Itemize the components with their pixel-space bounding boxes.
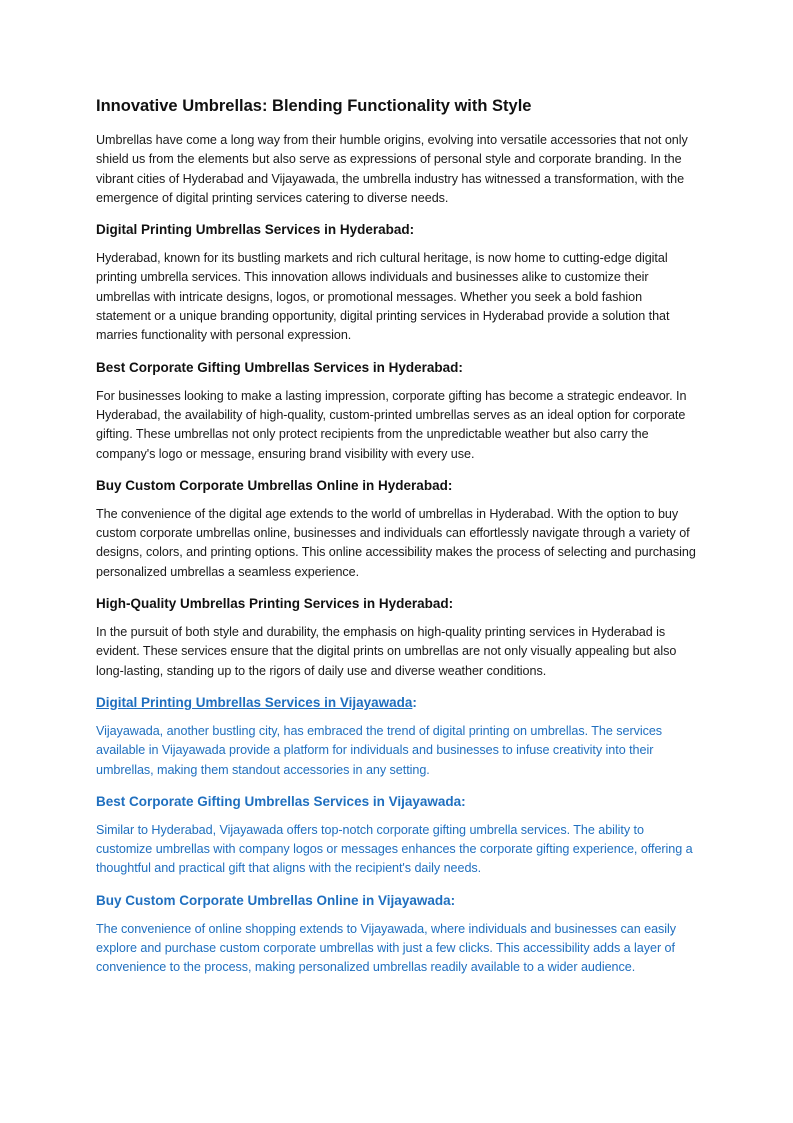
section-body-high-quality-hyderabad: In the pursuit of both style and durability, the emphasis on high-quality printing services in Hyderabad is evident. These services ensure that the digital prints on umbrellas are not only visually appealing but also long-lasting, standing up to the rigors of daily use and diverse weather conditions. — [96, 625, 677, 678]
section-body-corporate-gifting-vijayawada: Similar to Hyderabad, Vijayawada offers top-notch corporate gifting umbrella services. The ability to customize umbrellas with company logos or messages enhances the corporate gifting experience, offering a thoughtful and practical gift that aligns with the recipient's daily needs. — [96, 822, 693, 876]
section-heading-buy-online-hyderabad: Buy Custom Corporate Umbrellas Online in Hyderabad: — [96, 477, 453, 493]
section-heading-digital-printing-hyderabad: Digital Printing Umbrellas Services in Hyderabad: — [96, 222, 415, 238]
section-heading-corporate-gifting-hyderabad: Best Corporate Gifting Umbrellas Services in Hyderabad: — [96, 359, 463, 375]
section-body-digital-printing-vijayawada: Vijayawada, another bustling city, has embraced the trend of digital printing on umbrellas. The services available in Vijayawada provide a platform for individuals and businesses to infuse creativity into their umbrellas, making them standout accessories in any setting. — [96, 723, 663, 777]
section-heading-buy-online-vijayawada: Buy Custom Corporate Umbrellas Online in Vijayawada: — [96, 892, 456, 908]
digital-printing-vijayawada-link[interactable]: Digital Printing Umbrellas Services in Vijayawada — [96, 694, 413, 710]
section-body-digital-printing-hyderabad: Hyderabad, known for its bustling markets and rich cultural heritage, is now home to cutting-edge digital printing umbrella services. This innovation allows individuals and businesses alike to customize their umbrellas with intricate designs, logos, or promotional messages. Whether you seek a bold fashion statement or a unique branding opportunity, digital printing services in Hyderabad provide a solution that marries functionality with personal expression. — [96, 251, 670, 343]
document-title: Innovative Umbrellas: Blending Functionality with Style — [96, 97, 532, 115]
heading-colon: : — [412, 694, 417, 710]
vijayawada-block — [96, 694, 696, 978]
intro-paragraph: Umbrellas have come a long way from their humble origins, evolving into versatile accessories that not only shield us from the elements but also serve as expressions of personal style and corporate branding. In the vibrant cities of Hyderabad and Vijayawada, the umbrella industry has witnessed a transformation, with the emergence of digital printing services catering to diverse needs. — [96, 133, 688, 205]
document-page — [96, 95, 696, 991]
section-heading-corporate-gifting-vijayawada: Best Corporate Gifting Umbrellas Services in Vijayawada: — [96, 793, 466, 809]
section-heading-high-quality-hyderabad: High-Quality Umbrellas Printing Services in Hyderabad: — [96, 596, 454, 612]
section-body-buy-online-vijayawada: The convenience of online shopping extends to Vijayawada, where individuals and businesses can easily explore and purchase custom corporate umbrellas with just a few clicks. This accessibility adds a layer of convenience to the process, making personalized umbrellas readily available to a wider audience. — [96, 921, 677, 975]
section-body-buy-online-hyderabad: The convenience of the digital age extends to the world of umbrellas in Hyderabad. With the option to buy custom corporate umbrellas online, businesses and individuals can effortlessly navigate through a variety of designs, colors, and printing options. This online accessibility makes the process of selecting and purchasing personalized umbrellas a seamless experience. — [96, 506, 696, 579]
section-heading-digital-printing-vijayawada — [96, 694, 696, 712]
section-body-corporate-gifting-hyderabad: For businesses looking to make a lasting impression, corporate gifting has become a strategic endeavor. In Hyderabad, the availability of high-quality, custom-printed umbrellas serves as an ideal option for corporate gifting. These umbrellas not only protect recipients from the unpredictable weather but also carry the company's logo or message, ensuring brand visibility with every use. — [96, 388, 687, 461]
